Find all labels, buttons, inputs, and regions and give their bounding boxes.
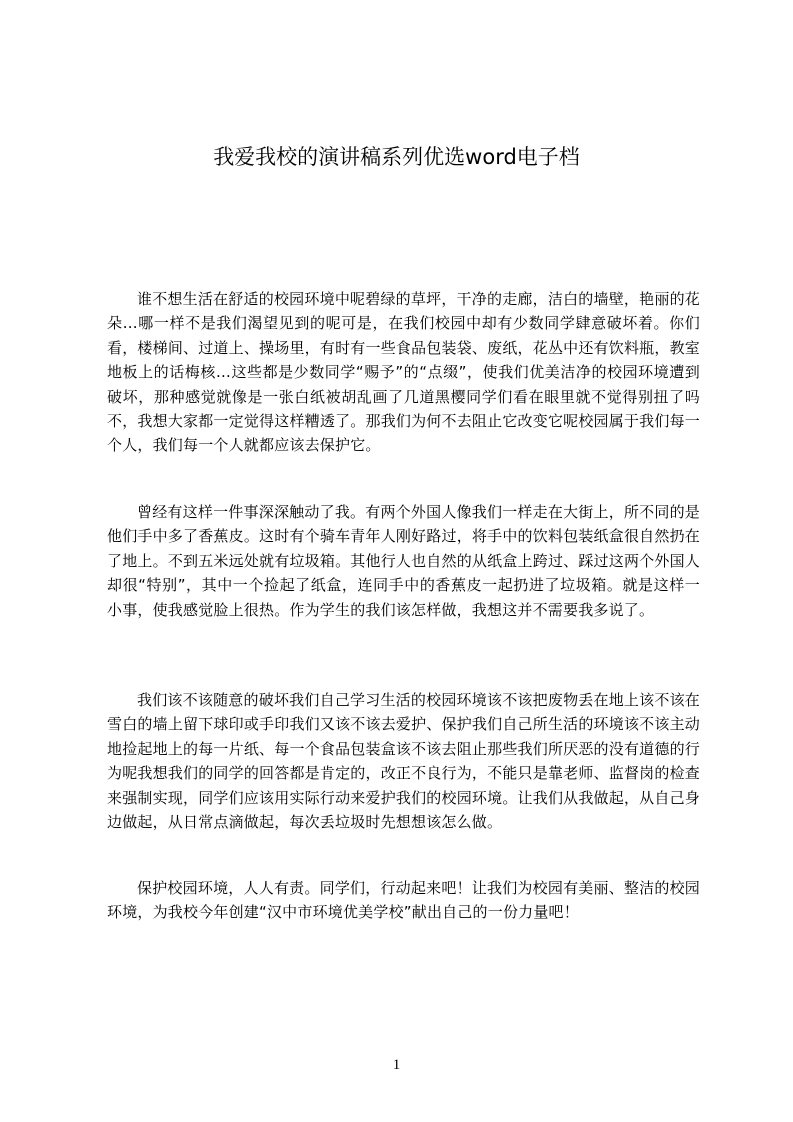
document-title: 我爱我校的演讲稿系列优选word电子档 xyxy=(213,145,580,169)
paragraph-2: 曾经有这样一件事深深触动了我。有两个外国人像我们一样走在大街上，所不同的是他们手中多了香蕉皮。这时有个骑车青年人刚好路过，将手中的饮料包装纸盒很自然扔在了地上。不到五米远处就有垃圾箱。其他行人也自然的从纸盒上跨过、踩过这两个外国人却很“特别”，其中一个捡起了纸盒，连同手中的香蕉皮一起扔进了垃圾箱。就是这样一小事，使我感觉脸上很热。作为学生的我们该怎样做，我想这并不需要我多说了。 xyxy=(107,503,700,619)
paragraph-4: 保护校园环境，人人有责。同学们，行动起来吧！让我们为校园有美丽、整洁的校园环境，为我校今年创建“汉中市环境优美学校”献出自己的一份力量吧！ xyxy=(107,879,700,922)
paragraph-1: 谁不想生活在舒适的校园环境中呢碧绿的草坪，干净的走廊，洁白的墙壁，艳丽的花朵…哪一样不是我们渴望见到的呢可是，在我们校园中却有少数同学肆意破坏着。你们看，楼梯间、过道上、操场里，有时有一些食品包装袋、废纸，花丛中还有饮料瓶，教室地板上的话梅核…这些都是少数同学“赐予”的“点缀”，使我们优美洁净的校园环境遭到破坏，那种感觉就像是一张白纸被胡乱画了几道黑樱同学们看在眼里就不觉得别扭了吗不，我想大家都一定觉得这样糟透了。那我们为何不去阻止它改变它呢校园属于我们每一个人，我们每一个人就都应该去保护它。 xyxy=(107,290,700,455)
paragraph-3: 我们该不该随意的破坏我们自己学习生活的校园环境该不该把废物丢在地上该不该在雪白的墙上留下球印或手印我们又该不该去爱护、保护我们自己所生活的环境该不该主动地捡起地上的每一片纸、每一个食品包装盒该不该去阻止那些我们所厌恶的没有道德的行为呢我想我们的同学的回答都是肯定的，改正不良行为，不能只是靠老师、监督岗的检查来强制实现，同学们应该用实际行动来爱护我们的校园环境。让我们从我做起，从自己身边做起，从日常点滴做起，每次丢垃圾时先想想该怎么做。 xyxy=(107,691,700,832)
page-number: 1 xyxy=(392,1057,401,1073)
